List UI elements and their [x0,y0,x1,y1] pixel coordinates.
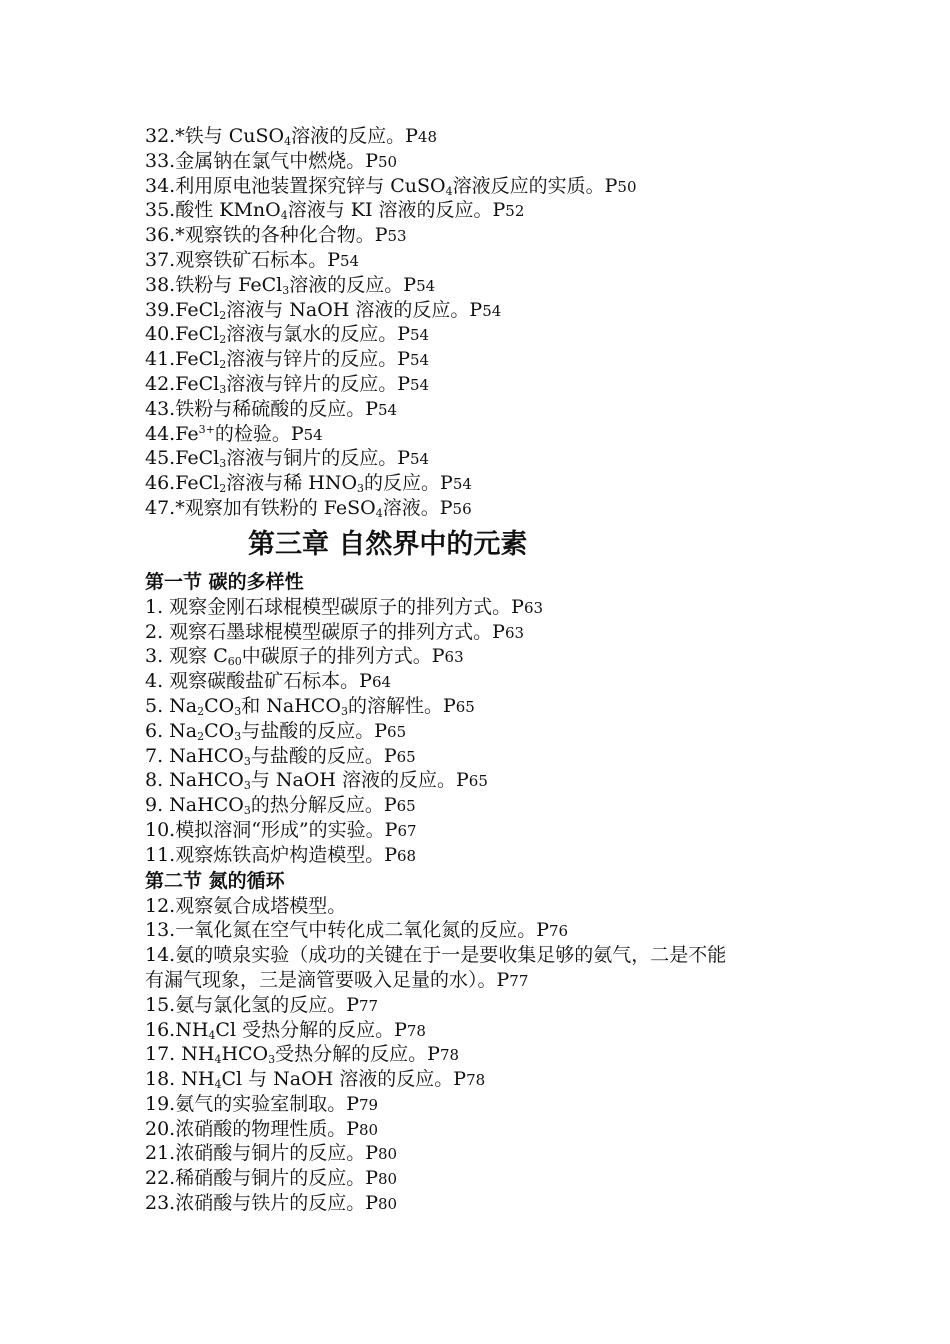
item-text: 与 NaOH 溶液的反应。P [250,769,469,792]
item-text: 46.FeCl [145,472,220,495]
page-ref: 63 [523,598,544,617]
item-text: 溶液反应的实质。P [452,174,618,197]
formula-subscript: 2 [219,482,227,496]
section-title-nitrogen: 第二节 氮的循环 [145,869,285,892]
page-ref: 63 [444,648,464,667]
page-ref: 77 [359,996,379,1015]
item-text: 中碳原子的排列方式。P [241,645,445,668]
list-item [145,1166,825,1191]
list-item [145,1191,825,1216]
experiment-list-nitrogen-a [145,894,825,944]
item-text: 32.*铁与 CuSO [145,125,285,147]
item-text: 22.稀硝酸与铜片的反应。P [145,1167,379,1190]
item-text: 39.FeCl [145,298,220,321]
formula-subscript: 3 [357,482,365,496]
page-ref: 68 [397,846,417,865]
formula-subscript: 3 [243,754,251,768]
item-text: 37.观察铁矿石标本。P [145,248,341,271]
item-text: 16.NH [145,1018,209,1041]
page-ref: 56 [452,499,472,518]
item-text: 12.观察氨合成塔模型。 [145,894,347,917]
list-item [145,843,825,868]
item-text: 17. NH [145,1043,215,1066]
item-text: Cl 与 NaOH 溶液的反应。P [221,1068,467,1091]
item-text: Cl 受热分解的反应。P [215,1018,407,1041]
item-text: 20.浓硝酸的物理性质。P [145,1117,360,1140]
formula-subscript: 4 [445,184,453,198]
item-text: 10.模拟溶洞“形成”的实验。P [145,818,398,841]
formula-subscript: 2 [197,729,205,743]
page-ref: 80 [378,1145,398,1164]
list-item [145,149,825,174]
item-text: 8. NaHCO [145,769,244,792]
item-text: 1. 观察金刚石球棍模型碳原子的排列方式。P [145,595,524,618]
item-text: 18. NH [145,1068,215,1091]
item-text: 溶液与锌片的反应。P [226,348,411,371]
experiment-list-fe [145,124,825,521]
formula-subscript: 4 [375,506,383,520]
page-ref: 79 [359,1095,379,1114]
item-text: 溶液的反应。P [289,273,417,296]
item-text: 34.利用原电池装置探究锌与 CuSO [145,174,446,197]
list-item [145,347,825,372]
list-item [145,1042,825,1067]
item-text: 与盐酸的反应。P [250,744,397,767]
page-ref: 54 [340,251,360,270]
list-item [145,818,825,843]
list-item [145,719,825,744]
page-ref: 80 [378,1195,398,1214]
item-text: 13.一氧化氮在空气中转化成二氧化氮的反应。P [145,919,550,942]
item-text: 溶液与 NaOH 溶液的反应。P [226,298,483,321]
formula-subscript: 4 [208,1028,216,1042]
item-text: 6. Na [145,719,198,742]
page-ref: 77 [509,971,529,990]
formula-subscript: 2 [219,308,227,322]
list-item [145,894,825,919]
list-item [145,471,825,496]
item-text: CO [204,694,235,717]
item-text: 溶液与 KI 溶液的反应。P [287,199,506,222]
item-text: 的溶解性。P [347,694,456,717]
item-text: 和 NaHCO [241,694,341,717]
list-item [145,694,825,719]
list-item [145,1092,825,1117]
list-item [145,1117,825,1142]
item-text: 44.Fe [145,422,199,445]
page-ref: 53 [387,227,407,246]
page-ref: 54 [410,326,430,345]
page-ref: 54 [416,276,436,295]
item-text: 19.氨气的实验室制取。P [145,1092,360,1115]
page-ref: 63 [504,623,525,642]
experiment-list-nitrogen-b [145,993,825,1216]
item-text: 溶液与铜片的反应。P [226,447,411,470]
item-text: 受热分解的反应。P [275,1043,440,1066]
page-ref: 52 [505,202,525,221]
item-text: 43.铁粉与稀硫酸的反应。P [145,397,379,420]
formula-subscript: 3 [268,1053,276,1067]
item-text: 41.FeCl [145,348,220,371]
item-text: 5. Na [145,694,198,717]
list-item [145,993,825,1018]
page-ref: 54 [482,301,502,320]
formula-subscript: 3 [243,779,251,793]
page-ref: 78 [466,1071,486,1090]
page-ref: 65 [396,797,416,816]
formula-subscript: 4 [284,135,292,148]
list-item: 有漏气现象，三是滴管要吸入足量的水）。P77 [145,968,529,991]
page-ref: 64 [371,673,392,692]
list-item [145,248,825,273]
list-item [145,496,825,521]
formula-subscript: 4 [214,1078,222,1092]
list-item [145,124,825,149]
list-item [145,1018,825,1043]
formula-subscript: 2 [219,358,227,372]
list-item [145,1067,825,1092]
formula-subscript: 3 [340,704,348,718]
item-text: 23.浓硝酸与铁片的反应。P [145,1192,379,1215]
item-text: 45.FeCl [145,447,220,470]
list-item [145,793,825,818]
list-item [145,1141,825,1166]
list-item [145,669,825,694]
page-ref: 50 [378,152,398,171]
formula-subscript: 3 [219,457,227,471]
page-ref: 65 [455,697,475,716]
page-ref: 78 [406,1021,426,1040]
item-text: 11.观察炼铁高炉构造模型。P [145,843,398,866]
item-text: 3. 观察 C [145,645,228,668]
item-text: 溶液的反应。P [291,125,418,147]
item-text: 40.FeCl [145,323,220,346]
item-text: CO [204,719,235,742]
list-item [145,644,825,669]
list-item [145,223,825,248]
formula-subscript: 3 [243,804,251,818]
list-item [145,595,825,620]
page-ref: 65 [396,747,416,766]
item-text: 的检验。P [214,422,304,445]
list-item [145,397,825,422]
page-ref: 54 [378,400,398,419]
formula-subscript: 2 [219,333,227,347]
item-text: 溶液与氯水的反应。P [226,323,411,346]
formula-subscript: 3 [282,283,290,297]
list-item [145,322,825,347]
item-text: 38.铁粉与 FeCl [145,273,283,296]
page-ref: 48 [417,128,438,146]
page-ref: 50 [617,177,637,196]
item-text: 的反应。P [364,472,453,495]
formula-subscript: 3 [234,729,242,743]
item-text: 47.*观察加有铁粉的 FeSO [145,496,376,519]
formula-subscript: 3 [234,704,242,718]
page-ref: 80 [359,1120,379,1139]
item-text: 溶液与锌片的反应。P [226,372,411,395]
page-ref: 76 [549,922,569,941]
page-ref: 67 [397,821,417,840]
item-text: 21.浓硝酸与铜片的反应。P [145,1142,379,1165]
item-text: 42.FeCl [145,372,220,395]
list-item [145,372,825,397]
page-ref: 80 [378,1170,398,1189]
item-text: 9. NaHCO [145,794,244,817]
list-item [145,620,825,645]
section-title-carbon: 第一节 碳的多样性 [145,570,304,593]
experiment-list-carbon [145,595,825,868]
page-ref: 54 [410,450,430,469]
list-item [145,298,825,323]
list-item [145,198,825,223]
item-text: 36.*观察铁的各种化合物。P [145,224,388,247]
formula-subscript: 4 [280,209,288,223]
list-item [145,744,825,769]
item-text: 4. 观察碳酸盐矿石标本。P [145,670,372,693]
list-item [145,918,825,943]
list-item [145,768,825,793]
formula-subscript: 4 [214,1053,222,1067]
page-ref: 78 [439,1046,460,1065]
chapter-title: 第三章 自然界中的元素 [248,528,528,560]
list-item: 14.氨的喷泉实验（成功的关键在于一是要收集足够的氨气，二是不能 [145,944,727,967]
document-page [145,124,825,1216]
charge-superscript: 3+ [198,422,215,436]
list-item [145,273,825,298]
item-text: 2. 观察石墨球棍模型碳原子的排列方式。P [145,620,505,643]
page-ref: 54 [410,375,430,394]
item-text: 33.金属钠在氯气中燃烧。P [145,149,379,172]
item-text: 与盐酸的反应。P [241,719,388,742]
page-ref: 54 [452,475,472,494]
list-item [145,174,825,199]
page-ref: 65 [468,772,488,791]
formula-subscript: 60 [227,655,242,669]
page-ref: 65 [387,722,407,741]
item-text: 7. NaHCO [145,744,244,767]
page-ref: 54 [410,351,430,370]
item-text: 35.酸性 KMnO [145,199,281,222]
formula-subscript: 3 [219,382,227,396]
item-text: 溶液。P [382,496,453,519]
item-text: 的热分解反应。P [250,794,397,817]
list-item [145,422,825,447]
item-text: HCO [221,1043,269,1066]
formula-subscript: 2 [197,704,205,718]
list-item [145,446,825,471]
item-text: 15.氨与氯化氢的反应。P [145,993,360,1016]
item-text: 溶液与稀 HNO [226,472,358,495]
page-ref: 54 [303,425,323,444]
